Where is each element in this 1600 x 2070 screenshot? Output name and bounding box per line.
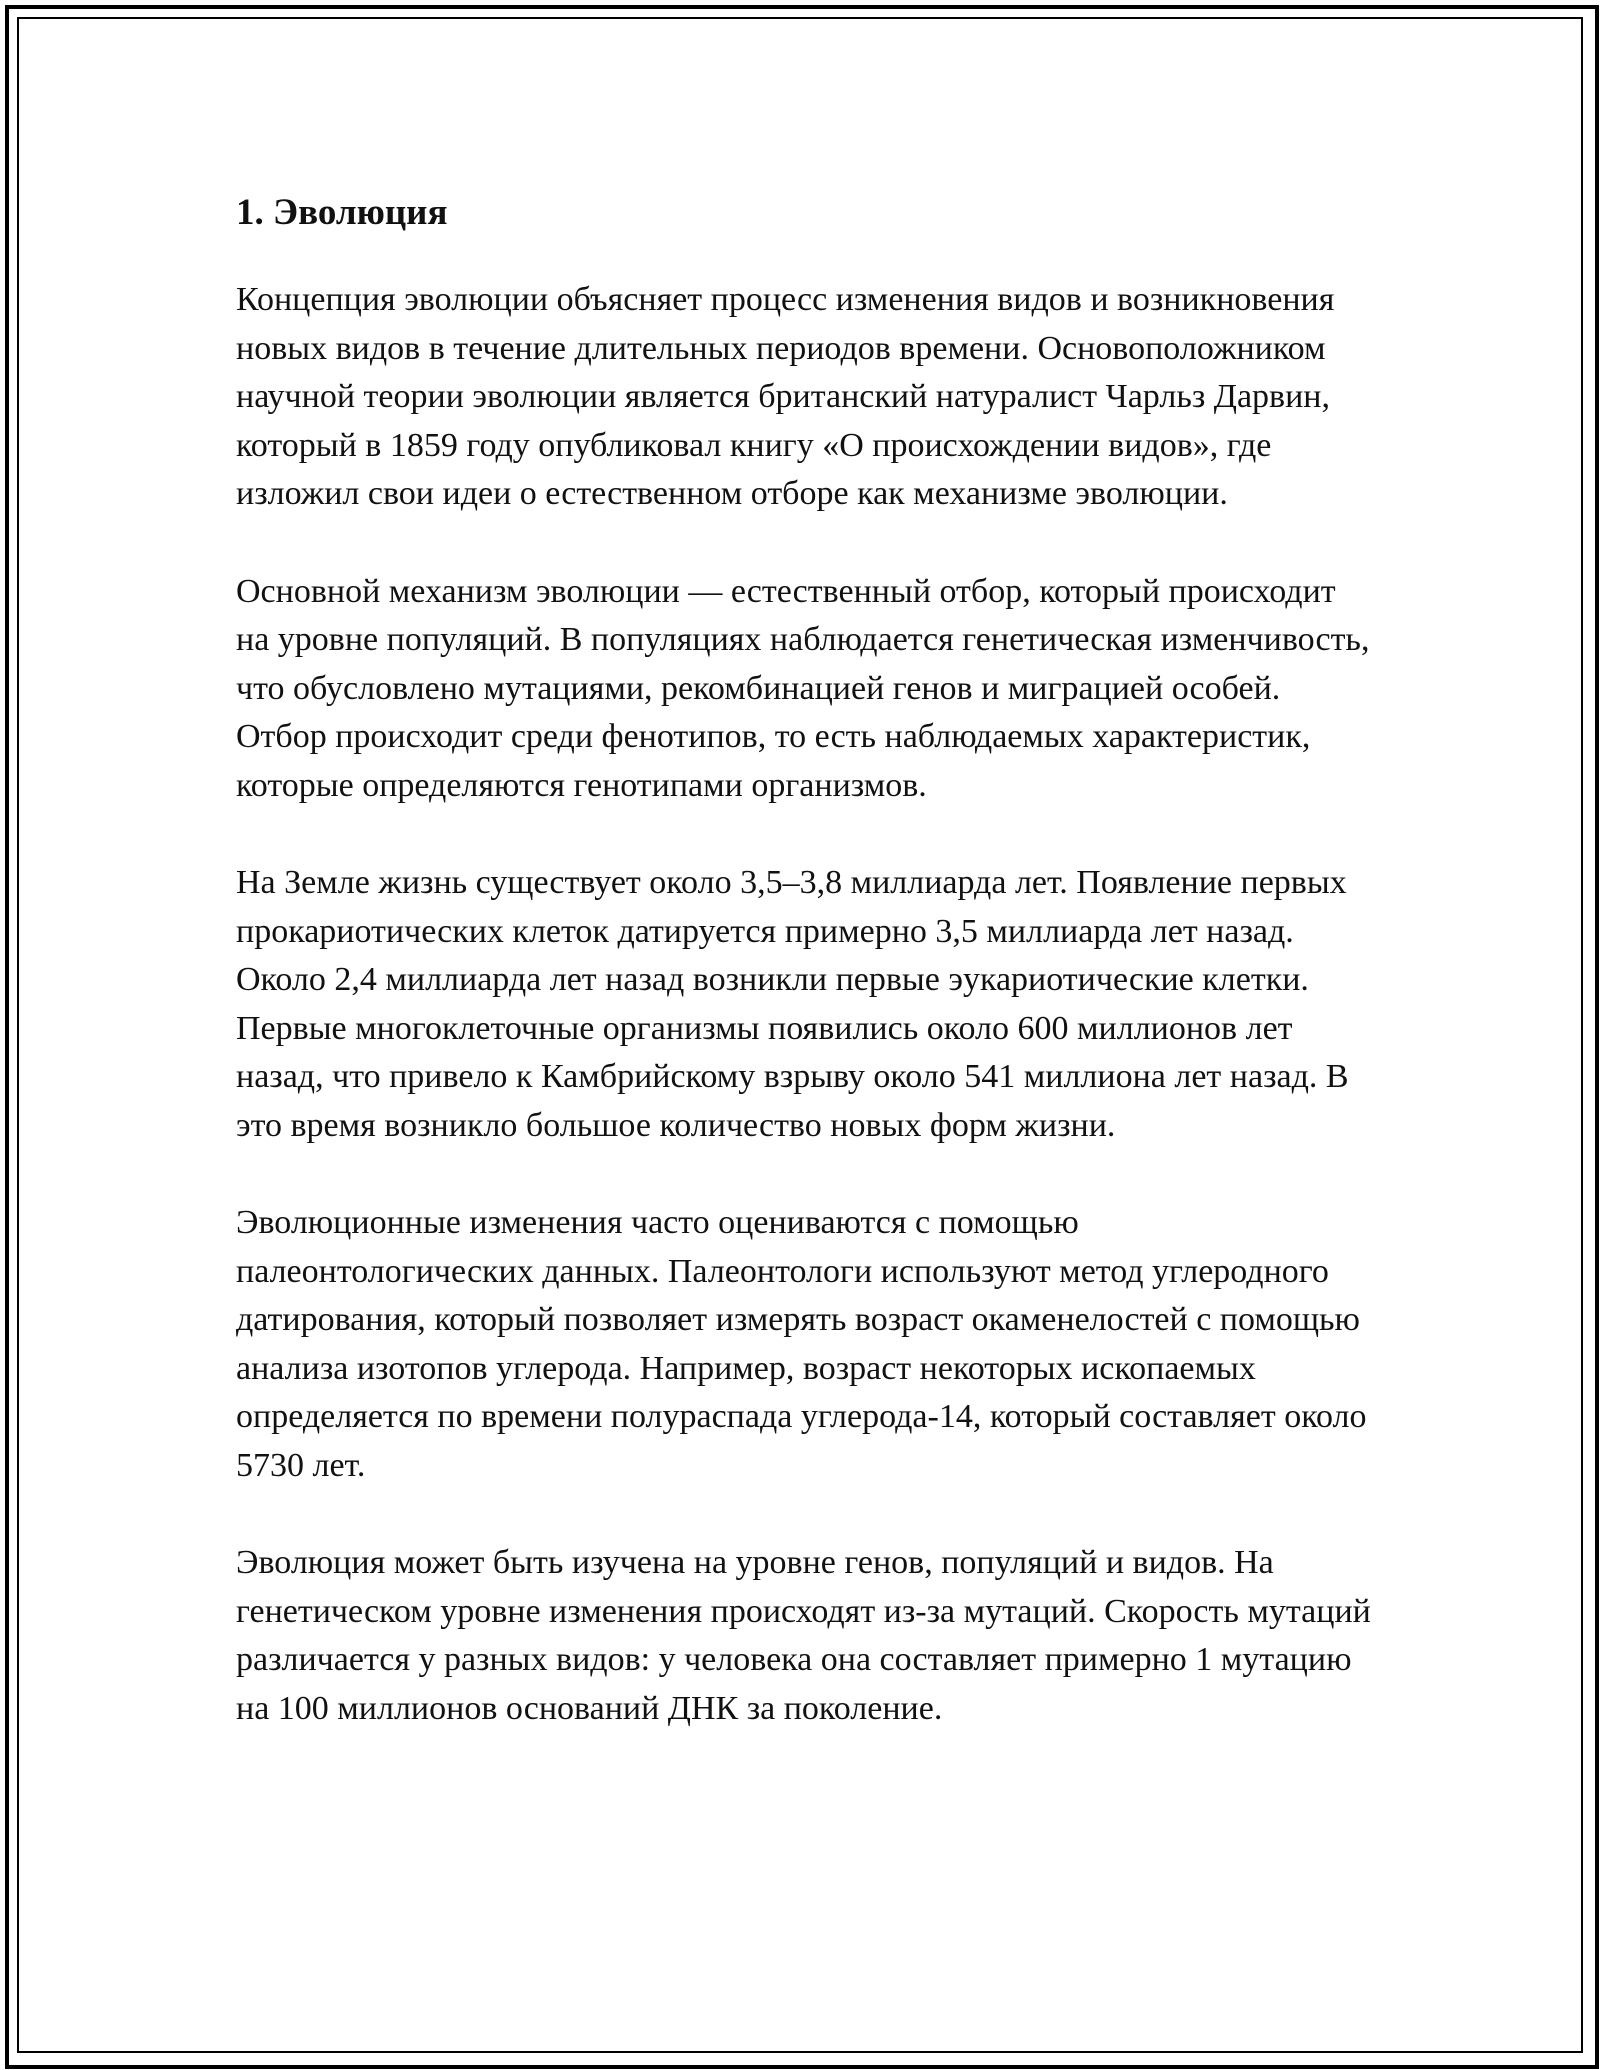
- paragraph-2: Основной механизм эволюции — естественный отбор, который происходит на уровне популяций. В популяциях наблюдается генетическая изменчивость, что обусловлено мутациями, рекомбинацией генов и миграцией особей. Отбор происходит среди фенотипов, то есть наблюдаемых характеристик, которые определяются генотипами организмов.: [236, 572, 1370, 804]
- section-heading: 1. Эволюция: [236, 192, 448, 233]
- paragraph-4: Эволюционные изменения часто оцениваются с помощью палеонтологических данных. Палеонтологи используют метод углеродного датирования, который позволяет измерять возраст окаменелостей с помощью анализа изотопов углерода. Например, возраст некоторых ископаемых определяется по времени полураспада углерода-14, который составляет около 5730 лет.: [236, 1204, 1367, 1484]
- paragraph-5: Эволюция может быть изучена на уровне генов, популяций и видов. На генетическом уровне изменения происходят из-за мутаций. Скорость мутаций различается у разных видов: у человека она составляет примерно 1 мутацию на 100 миллионов оснований ДНК за поколение.: [236, 1544, 1371, 1727]
- paragraph-3: На Земле жизнь существует около 3,5–3,8 миллиарда лет. Появление первых прокариотических клеток датируется примерно 3,5 миллиарда лет назад. Около 2,4 миллиарда лет назад возникли первые эукариотические клетки. Первые многоклеточные организмы появились около 600 миллионов лет назад, что привело к Камбрийскому взрыву около 541 миллиона лет назад. В это время возникло большое количество новых форм жизни.: [236, 864, 1349, 1144]
- document-page: [236, 180, 1376, 1782]
- paragraph-1: Концепция эволюции объясняет процесс изменения видов и возникновения новых видов в течение длительных периодов времени. Основоположником научной теории эволюции является британский натуралист Чарльз Дарвин, который в 1859 году опубликовал книгу «О происхождении видов», где изложил свои идеи о естественном отборе как механизме эволюции.: [236, 281, 1335, 512]
